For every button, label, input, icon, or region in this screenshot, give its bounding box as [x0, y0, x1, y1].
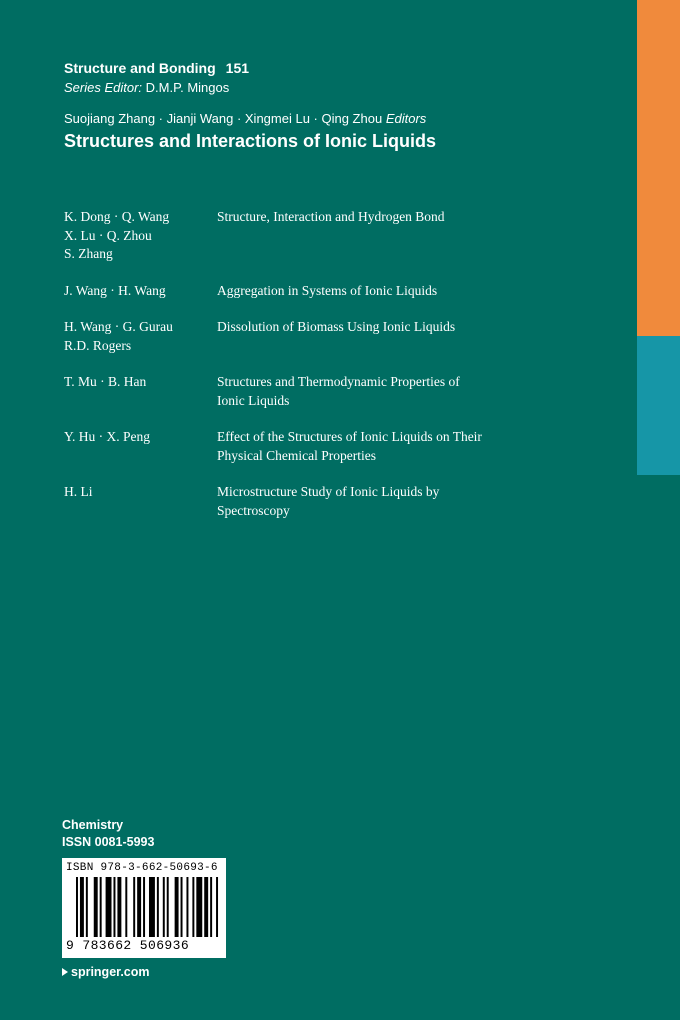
volume-number: 151: [225, 60, 250, 76]
chapter-authors: [64, 208, 217, 264]
chapter-authors: [64, 373, 217, 410]
subject-label: Chemistry: [62, 818, 124, 832]
title-line: Dissolution of Biomass Using Ionic Liquids: [217, 319, 456, 334]
title-line: Aggregation in Systems of Ionic Liquids: [217, 282, 438, 298]
title-line: Physical Chemical Properties: [217, 447, 376, 463]
author-line: J. Wang · H. Wang: [64, 282, 166, 298]
volume-editors-line: [64, 111, 426, 126]
title-line: Structure, Interaction and Hydrogen Bond: [217, 209, 445, 224]
series-editor-name: D.M.P. Mingos: [145, 80, 230, 95]
table-of-contents: [64, 208, 624, 538]
chapter-title: [217, 282, 497, 301]
teal-stripe: [637, 336, 680, 475]
series-title: [64, 60, 249, 76]
barcode-digits: 9 783662 506936: [66, 938, 190, 953]
title-line: Ionic Liquids: [217, 392, 290, 408]
series-editor-label: Series Editor:: [64, 80, 143, 95]
barcode-bars: [76, 877, 220, 937]
author-line: Y. Hu · X. Peng: [64, 429, 151, 444]
editors-label: Editors: [385, 111, 427, 126]
author-line: H. Li: [64, 484, 93, 499]
chapter-authors: [64, 282, 217, 301]
title-line: Spectroscopy: [217, 502, 290, 518]
author-line: X. Lu · Q. Zhou: [64, 227, 152, 243]
toc-entry: [64, 282, 624, 301]
isbn-barcode: [62, 858, 226, 958]
orange-stripe: [637, 0, 680, 336]
chapter-authors: [64, 483, 217, 520]
toc-entry: [64, 483, 624, 520]
series-editor-line: [64, 80, 229, 95]
title-line: Structures and Thermodynamic Properties of: [217, 374, 460, 389]
title-line: Microstructure Study of Ionic Liquids by: [217, 484, 440, 499]
author-line: H. Wang · G. Gurau: [64, 319, 173, 334]
book-title: Structures and Interactions of Ionic Liquids: [64, 131, 437, 151]
website-text: springer.com: [71, 965, 150, 979]
toc-entry: [64, 318, 624, 355]
volume-editors: Suojiang Zhang · Jianji Wang · Xingmei Lu · Qing Zhou: [64, 111, 383, 126]
author-line: T. Mu · B. Han: [64, 374, 147, 389]
toc-entry: [64, 373, 624, 410]
chapter-authors: [64, 428, 217, 465]
chapter-title: [217, 208, 497, 264]
author-line: R.D. Rogers: [64, 337, 132, 353]
chapter-title: [217, 318, 497, 355]
chapter-title: [217, 373, 497, 410]
chapter-title: [217, 483, 497, 520]
title-line: Effect of the Structures of Ionic Liquids on Their: [217, 429, 482, 444]
series-name: Structure and Bonding: [64, 60, 216, 76]
issn-label: ISSN 0081-5993: [62, 835, 155, 849]
toc-entry: [64, 208, 624, 264]
toc-entry: [64, 428, 624, 465]
author-line: K. Dong · Q. Wang: [64, 209, 170, 224]
subject-block: [62, 817, 154, 851]
website-link[interactable]: [62, 965, 150, 979]
chapter-authors: [64, 318, 217, 355]
chapter-title: [217, 428, 497, 465]
isbn-text: ISBN 978-3-662-50693-6: [66, 862, 218, 874]
author-line: S. Zhang: [64, 246, 113, 261]
arrow-icon: [62, 968, 68, 976]
